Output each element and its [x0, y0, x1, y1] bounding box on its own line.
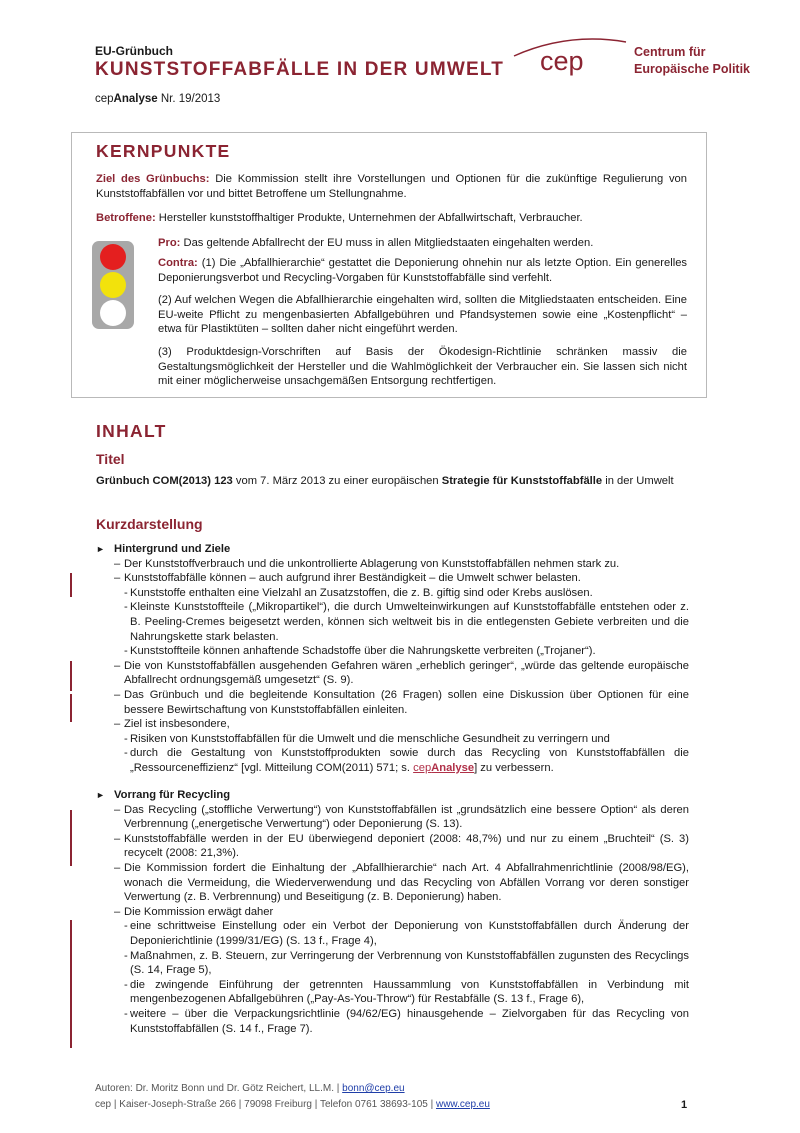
sub-list-item: - Maßnahmen, z. B. Steuern, zur Verringerung der Verbrennung von Kunststoffabfällen zugunsten des Recyclings (S. 14, Frage 5), — [124, 949, 689, 977]
triangle-bullet-icon: ► — [96, 790, 105, 800]
section-background — [96, 542, 689, 776]
affected-label: Betroffene: — [96, 212, 156, 224]
affected-paragraph — [96, 211, 687, 226]
list-item: – Die Kommission erwägt daher — [114, 905, 274, 918]
authors-text: Autoren: Dr. Moritz Bonn und Dr. Götz Reichert, LL.M. | — [95, 1083, 343, 1094]
contra-point-3: (3) Produktdesign-Vorschriften auf Basis der Ökodesign-Richtlinie schränken massiv die Gestaltungsmöglichkeit der Hersteller und die Wahlmöglichkeit der Verbraucher ein. Sie lassen sich nicht mit einer möglicherweise unsachgemäßen Entsorgung rechtfertigen. — [158, 346, 687, 388]
cep-prefix: cep — [95, 93, 114, 105]
list-item: – Das Recycling („stoffliche Verwertung“) von Kunststoffabfällen ist „grundsätzlich eine bessere Option“ als deren Verbrennung („energetische Verwertung“) oder Deponierung (S. 13). — [114, 803, 689, 831]
green-paper-ref: Grünbuch COM(2013) 123 — [96, 475, 233, 487]
analyse-word: Analyse — [113, 93, 158, 105]
pro-text: Das geltende Abfallrecht der EU muss in allen Mitgliedstaaten eingehalten werden. — [183, 237, 594, 249]
summary-heading: Kurzdarstellung — [96, 516, 203, 532]
analysis-number — [95, 92, 220, 107]
logo-org-name — [634, 44, 750, 78]
address-text: cep | Kaiser-Joseph-Straße 266 | 79098 Freiburg | Telefon 0761 38693-105 | — [95, 1099, 436, 1110]
email-link[interactable]: bonn@cep.eu — [342, 1083, 405, 1094]
document-title: KUNSTSTOFFABFÄLLE IN DER UMWELT — [95, 59, 505, 80]
goal-label: Ziel des Grünbuchs: — [96, 173, 210, 185]
goal-paragraph — [96, 172, 687, 201]
title-text-part: vom 7. März 2013 zu einer europäischen — [232, 475, 442, 487]
sub-list-item: - Kleinste Kunststoffteile („Mikropartikel“), die durch Umwelteinwirkungen auf Kunststoffabfälle entstehen oder z. B. Peeling-Cremes beigesetzt werden, können sich weltweit bis in die entlegensten Gebiete verbreiten und die Nahrungskette stark belasten. — [124, 601, 689, 643]
margin-bar — [70, 573, 72, 597]
logo-line-1: Centrum für — [634, 45, 706, 59]
section-heading — [96, 788, 689, 803]
section-heading — [96, 542, 689, 557]
margin-bar — [70, 838, 72, 866]
margin-bar — [70, 810, 72, 838]
website-link[interactable]: www.cep.eu — [435, 1099, 490, 1110]
sub-list-item: - Risiken von Kunststoffabfällen für die Umwelt und die menschliche Gesundheit zu verringern und — [124, 732, 610, 745]
footer-authors — [95, 1082, 405, 1097]
sub-list-item: - weitere – über die Verpackungsrichtlinie (94/62/EG) hinausgehende – Zielvorgaben für das Recycling von Kunststoffabfällen (S. 14 f., Frage 7). — [124, 1007, 689, 1035]
list-item: – Kunststoffabfälle werden in der EU überwiegend deponiert (2008: 48,7%) und nur zu einem „Bruchteil“ (S. 3) recycelt (2008: 21,3%). — [114, 832, 689, 860]
margin-bar — [70, 920, 72, 1048]
list-item: – Die Kommission fordert die Einhaltung der „Abfallhierarchie“ nach Art. 4 Abfallrahmenrichtlinie (2008/98/EG), wonach die Vermeidung, die Wiederverwendung und das Recycling von Abfällen Vorrang vor deren sonstiger Verwertung (z. B. Verbrennung) und Beseitigung (z. B. Deponierung) haben. — [114, 861, 689, 904]
issue-number: Nr. 19/2013 — [160, 93, 221, 105]
red-light — [100, 244, 126, 270]
strategy-name: Strategie für Kunststoffabfälle — [441, 475, 603, 487]
list-item: – Kunststoffabfälle können – auch aufgrund ihrer Beständigkeit – die Umwelt schwer belasten. — [114, 572, 581, 585]
sub-list-item: - Kunststoffteile können anhaftende Schadstoffe über die Nahrungskette verbreiten („Trojaner“). — [124, 645, 596, 658]
pro-paragraph — [158, 236, 687, 251]
yellow-light — [100, 272, 126, 298]
cep-analyse-link[interactable]: cepAnalyse — [413, 761, 475, 774]
list-item: – Ziel ist insbesondere, — [114, 718, 230, 731]
logo-word: cep — [540, 46, 584, 76]
title-heading: Titel — [96, 451, 125, 467]
sub-list-item: - die zwingende Einführung der getrennten Haussammlung von Kunststoffabfällen in Verbindung mit mengenbezogenen Abfallgebühren („Pay-As-You-Throw“) für Restabfälle (S. 13 f., Frage 6), — [124, 978, 689, 1006]
affected-text: Hersteller kunststoffhaltiger Produkte, Unternehmen der Abfallwirtschaft, Verbraucher. — [158, 212, 583, 224]
pro-label: Pro: — [158, 237, 181, 249]
title-text-end: in der Umwelt — [602, 475, 674, 487]
list-item: – Das Grünbuch und die begleitende Konsultation (26 Fragen) sollen eine Diskussion über Optionen für eine bessere Bewirtschaftung von Kunststoffabfällen einleiten. — [114, 688, 689, 716]
contents-heading: INHALT — [96, 421, 167, 441]
margin-bar — [70, 661, 72, 691]
sub-list-item: - Kunststoffe enthalten eine Vielzahl an Zusatzstoffen, die z. B. giftig sind oder Krebs auslösen. — [124, 586, 593, 599]
section-heading-text: Hintergrund und Ziele — [114, 543, 231, 555]
list-item: – Der Kunststoffverbrauch und die unkontrollierte Ablagerung von Kunststoffabfällen nehmen stark zu. — [114, 557, 620, 570]
triangle-bullet-icon: ► — [96, 544, 105, 554]
list-item: – Die von Kunststoffabfällen ausgehenden Gefahren wären „erheblich geringer“, „würde das geltende europäische Abfallrecht ordnungsgemäß umgesetzt“ (S. 9). — [114, 659, 689, 687]
contra-point-2: (2) Auf welchen Wegen die Abfallhierarchie eingehalten wird, sollten die Mitgliedstaaten entscheiden. Eine EU-weite Pflicht zu mengenbasierten Abfallgebühren und Pfandsystemen sowie eine „Kostenpflicht“ – etwa für Plastiktüten – sollten daher nicht eingeführt werden. — [158, 294, 687, 336]
sub-list-item: - durch die Gestaltung von Kunststoffprodukten sowie durch das Recycling von Kunststoffabfällen die „Ressourceneffizienz“ [vgl. Mitteilung COM(2011) 571; s. cepAnalyse] zu verbessern. — [124, 747, 689, 774]
off-light — [100, 300, 126, 326]
margin-bar — [70, 694, 72, 722]
goal-text: Die Kommission stellt ihre Vorstellungen und Optionen für die zukünftige Regulierung von Kunststoffabfällen vor und bittet Betroffene um Stellungnahme. — [96, 173, 687, 200]
title-text — [96, 474, 687, 489]
cep-logo-icon — [508, 30, 648, 90]
logo-line-2: Europäische Politik — [634, 62, 751, 76]
sub-list-item: - eine schrittweise Einstellung oder ein Verbot der Deponierung von Kunststoffabfällen durch Änderung der Deponierichtlinie (1999/31/EG) (S. 13 f., Frage 4), — [124, 920, 689, 947]
page-number: 1 — [681, 1099, 688, 1111]
contra-paragraph — [158, 256, 687, 285]
traffic-light-icon — [92, 241, 134, 329]
contra-text: (1) Die „Abfallhierarchie“ gestattet die Deponierung ohnehin nur als letzte Option. Ein generelles Deponierungsverbot und Recycling-Vorgaben für Kunststoffabfälle sind verfehlt. — [158, 257, 688, 284]
section-recycling — [96, 788, 689, 1036]
footer-address — [95, 1098, 490, 1113]
contra-label: Contra: — [158, 257, 198, 269]
section-heading-text: Vorrang für Recycling — [114, 789, 231, 801]
key-points-heading: KERNPUNKTE — [96, 141, 231, 161]
document-series: EU-Grünbuch — [95, 44, 173, 58]
